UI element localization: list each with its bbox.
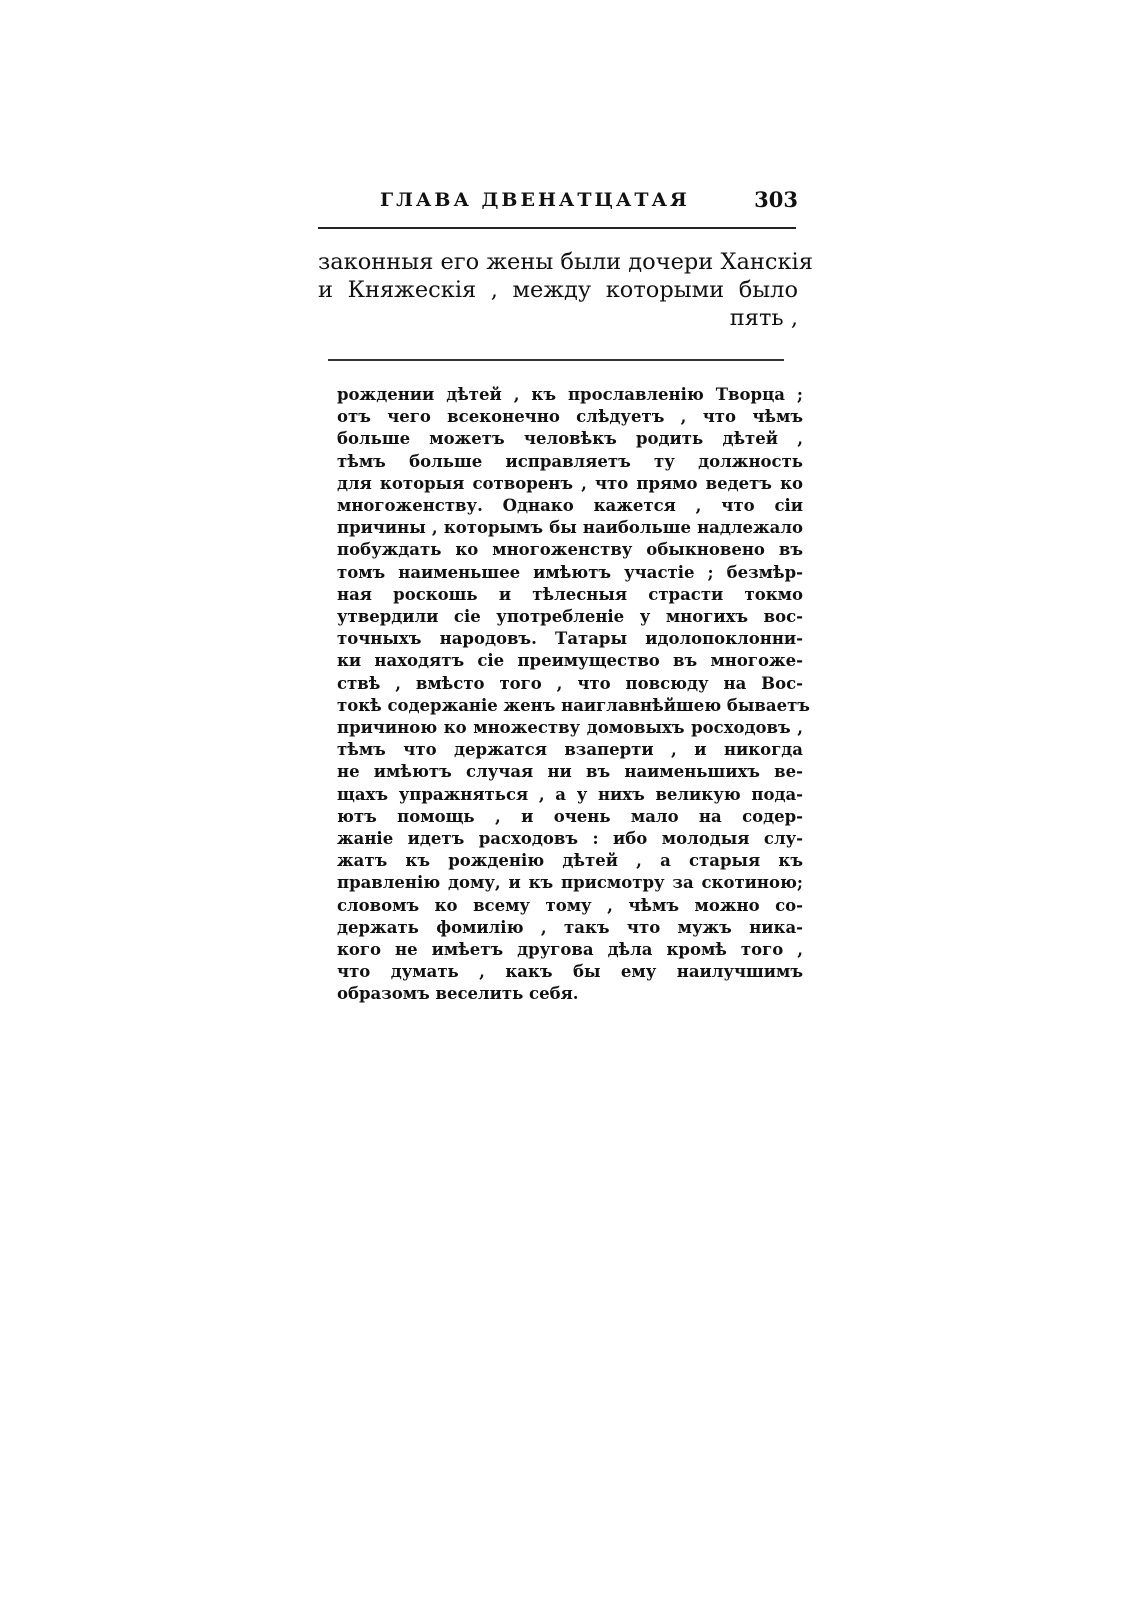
text-line: больше можетъ человѣкъ родить дѣтей , (337, 429, 803, 449)
text-line: ютъ помощь , и очень мало на содер- (337, 806, 803, 826)
text-line: побуждать ко многоженству обыкновено въ (337, 540, 803, 560)
text-line: отъ чего всеконечно слѣдуетъ , что чѣмъ (337, 407, 803, 427)
text-line: законныя его жены были дочери Ханскія (318, 249, 813, 275)
header-rule (318, 227, 796, 229)
text-line: правленію дому, и къ присмотру за скотиною; (337, 873, 803, 893)
text-line: для которыя сотворенъ , что прямо ведетъ ко (337, 473, 803, 493)
text-line: томъ наименьшее имѣютъ участіе ; безмѣр- (337, 562, 803, 582)
text-line: точныхъ народовъ. Татары идолопоклонни- (337, 629, 803, 649)
text-line: тѣмъ что держатся взаперти , и никогда (337, 740, 803, 760)
text-line: утвердили сіе употребленіе у многихъ вос- (337, 607, 803, 627)
text-line: токѣ содержаніе женъ наиглавнѣйшею бываетъ (337, 695, 810, 715)
text-line: что думать , какъ бы ему наилучшимъ (337, 962, 803, 982)
text-line: пять , (729, 305, 798, 331)
section-divider (328, 359, 784, 361)
text-line: тѣмъ больше исправляетъ ту должность (337, 451, 803, 471)
text-line: и Княжескія , между которыми было (318, 277, 798, 303)
chapter-title: ГЛАВА ДВЕНАТЦАТАЯ (380, 189, 690, 211)
text-line: ки находятъ сіе преимущество въ многоже- (337, 651, 803, 671)
text-line: рождении дѣтей , къ прославленію Творца ; (337, 385, 803, 404)
text-line: ная роскошь и тѣлесныя страсти токмо (337, 584, 803, 604)
text-line: образомъ веселить себя. (337, 984, 579, 1004)
text-line: причины , которымъ бы наибольше надлежало (337, 518, 803, 538)
text-line: словомъ ко всему тому , чѣмъ можно со- (337, 895, 803, 915)
text-line: ствѣ , вмѣсто того , что повсюду на Вос- (337, 673, 803, 693)
text-line: не имѣютъ случая ни въ наименьшихъ ве- (337, 762, 803, 782)
lower-text-block (337, 384, 810, 1006)
text-line: многоженству. Однако кажется , что сіи (337, 496, 803, 516)
text-line: жаніе идетъ расходовъ : ибо молодыя слу- (337, 829, 803, 849)
text-line: жатъ къ рожденію дѣтей , а старыя къ (337, 851, 803, 871)
text-line: щахъ упражняться , а у нихъ великую пода- (337, 784, 803, 804)
page-number: 303 (754, 187, 798, 212)
upper-text-block (318, 248, 813, 332)
text-line: кого не имѣетъ другова дѣла кромѣ того , (337, 940, 803, 960)
running-head (318, 183, 798, 217)
text-line: держать фомилію , такъ что мужъ ника- (337, 917, 803, 937)
text-line: причиною ко множеству домовыхъ росходовъ , (337, 718, 803, 738)
